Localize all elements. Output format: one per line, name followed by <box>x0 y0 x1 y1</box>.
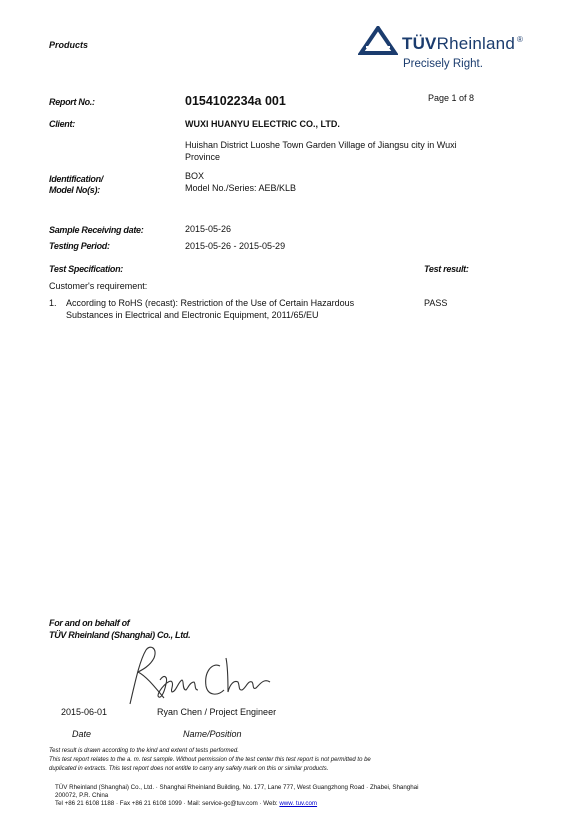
footer-address-line2: 200072, P.R. China <box>55 792 109 799</box>
test-result-label: Test result: <box>424 264 469 274</box>
spec-item-result: PASS <box>424 298 448 308</box>
footer-web-link[interactable]: www. tuv.com <box>279 800 318 807</box>
name-position-caption: Name/Position <box>183 729 242 739</box>
products-heading: Products <box>49 40 89 50</box>
footer-address-line1: TÜV Rheinland (Shanghai) Co., Ltd. · Shanghai Rheinland Building, No. 177, Lane 777, West Guangzhong Road · Zhabei, Shanghai <box>55 784 419 791</box>
client-address-line2: Province <box>185 152 221 162</box>
identification-label-line2: Model No(s): <box>49 185 100 195</box>
testing-period-value: 2015-05-26 - 2015-05-29 <box>185 241 286 251</box>
sample-receiving-value: 2015-05-26 <box>185 224 232 234</box>
spec-item-line1: According to RoHS (recast): Restriction of the Use of Certain Hazardous <box>66 298 355 308</box>
test-specification-label: Test Specification: <box>49 264 123 274</box>
signoff-name-position: Ryan Chen / Project Engineer <box>157 707 277 717</box>
signoff-date: 2015-06-01 <box>61 707 108 717</box>
identification-value-line2: Model No./Series: AEB/KLB <box>185 183 297 193</box>
page-indicator: Page 1 of 8 <box>428 93 475 103</box>
identification-value-line1: BOX <box>185 171 205 181</box>
footer-note-3: duplicated in extracts. This test report does not entitle to carry any safety mark on this or similar products. <box>49 766 329 772</box>
tuv-triangle-logo-icon <box>358 26 398 56</box>
client-address-line1: Huishan District Luoshe Town Garden Village of Jiangsu city in Wuxi <box>185 140 457 150</box>
footer-note-2: This test report relates to the a. m. test sample. Without permission of the test center this test report is not permitted to be <box>49 757 371 763</box>
footer-contact <box>55 800 317 808</box>
on-behalf-line1: For and on behalf of <box>49 618 130 628</box>
report-no-value: 0154102234a 001 <box>185 94 286 108</box>
testing-period-label: Testing Period: <box>49 241 110 251</box>
on-behalf-line2: TÜV Rheinland (Shanghai) Co., Ltd. <box>49 630 191 640</box>
identification-label-line1: Identification/ <box>49 174 104 184</box>
client-label: Client: <box>49 119 75 129</box>
customer-requirement-label: Customer's requirement: <box>49 281 148 291</box>
report-no-label: Report No.: <box>49 97 95 107</box>
spec-item-number: 1. <box>49 298 57 308</box>
brand-name: TÜVRheinland ® <box>402 34 524 53</box>
brand-tagline: Precisely Right. <box>403 58 483 70</box>
sample-receiving-label: Sample Receiving date: <box>49 225 144 235</box>
spec-item-line2: Substances in Electrical and Electronic Equipment, 2011/65/EU <box>66 310 319 320</box>
signature-image <box>124 638 274 710</box>
footer-contact-text: Tel +86 21 6108 1188 · Fax +86 21 6108 1099 · Mail: service-gc@tuv.com · Web: <box>55 800 280 807</box>
client-name: WUXI HUANYU ELECTRIC CO., LTD. <box>185 119 340 129</box>
date-caption: Date <box>72 729 92 739</box>
footer-note-1: Test result is drawn according to the kind and extent of tests performed. <box>49 748 239 754</box>
